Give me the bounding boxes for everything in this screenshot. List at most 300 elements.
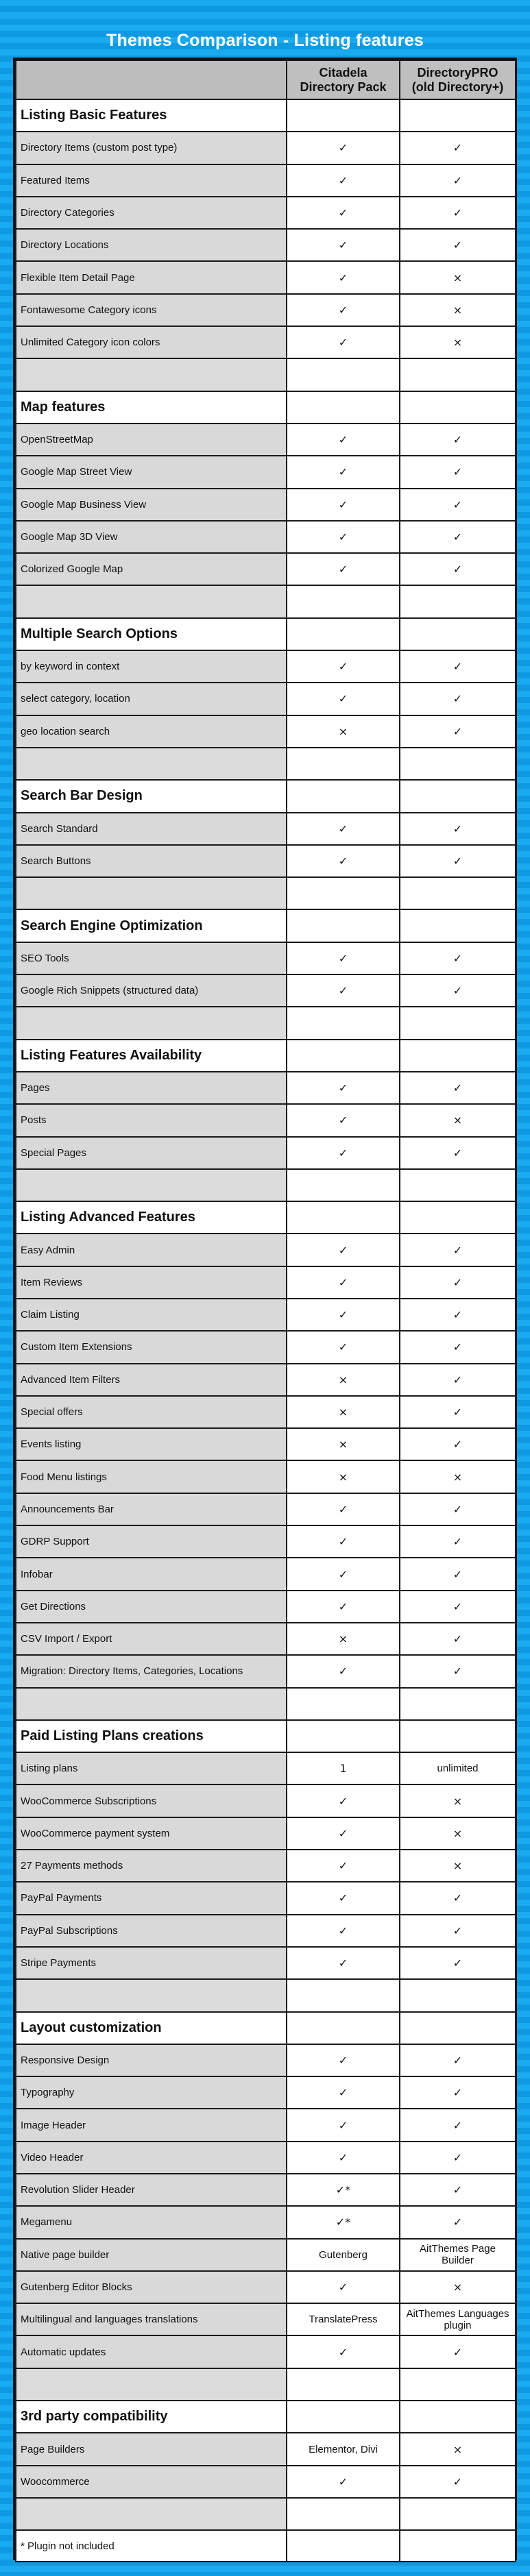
empty-cell xyxy=(287,1169,400,1201)
empty-cell xyxy=(400,2498,516,2530)
feature-row xyxy=(16,683,516,715)
directorypro-value: ✓ xyxy=(400,197,516,229)
feature-label: Pages xyxy=(16,1072,287,1104)
citadela-value: ✓ xyxy=(287,2466,400,2498)
feature-row xyxy=(16,489,516,521)
empty-cell xyxy=(16,1169,287,1201)
spacer-row xyxy=(16,585,516,617)
section-heading-row xyxy=(16,618,516,650)
empty-cell xyxy=(287,909,400,942)
citadela-value: ✓ xyxy=(287,1882,400,1914)
feature-row xyxy=(16,2044,516,2076)
feature-row xyxy=(16,1525,516,1558)
feature-row xyxy=(16,132,516,164)
directorypro-value: ✓ xyxy=(400,1331,516,1363)
empty-cell xyxy=(287,1201,400,1234)
empty-cell xyxy=(287,1720,400,1752)
directorypro-value: ✓ xyxy=(400,521,516,553)
citadela-value: ✓* xyxy=(287,2174,400,2206)
citadela-value: ✓ xyxy=(287,2142,400,2174)
feature-row xyxy=(16,261,516,293)
feature-label: Typography xyxy=(16,2076,287,2109)
feature-row xyxy=(16,1493,516,1525)
citadela-value: ✓ xyxy=(287,974,400,1007)
empty-cell xyxy=(287,2368,400,2401)
feature-label: Special Pages xyxy=(16,1137,287,1169)
empty-cell xyxy=(287,2401,400,2433)
spacer-row xyxy=(16,1007,516,1039)
directorypro-value: × xyxy=(400,1850,516,1882)
empty-cell xyxy=(400,1688,516,1720)
feature-label: by keyword in context xyxy=(16,650,287,683)
feature-row xyxy=(16,1396,516,1428)
feature-label: 27 Payments methods xyxy=(16,1850,287,1882)
section-heading-row xyxy=(16,1720,516,1752)
directorypro-value: × xyxy=(400,1460,516,1493)
empty-cell xyxy=(287,1688,400,1720)
feature-label: Posts xyxy=(16,1104,287,1136)
directorypro-value: ✓ xyxy=(400,2044,516,2076)
citadela-value: ✓ xyxy=(287,2076,400,2109)
empty-cell xyxy=(400,2368,516,2401)
citadela-value: ✓ xyxy=(287,132,400,164)
spacer-row xyxy=(16,358,516,391)
empty-cell xyxy=(287,780,400,812)
feature-label: Custom Item Extensions xyxy=(16,1331,287,1363)
section-heading-row xyxy=(16,1040,516,1072)
feature-row xyxy=(16,2174,516,2206)
citadela-value: ✓ xyxy=(287,942,400,974)
feature-label: Search Buttons xyxy=(16,845,287,877)
page-title: Themes Comparison - Listing features xyxy=(106,31,424,50)
section-heading: Search Engine Optimization xyxy=(16,909,287,942)
spacer-row xyxy=(16,1169,516,1201)
directorypro-value: ✓ xyxy=(400,132,516,164)
citadela-value: ✓ xyxy=(287,1493,400,1525)
section-heading: Map features xyxy=(16,391,287,424)
empty-cell xyxy=(400,2012,516,2044)
feature-label: Search Standard xyxy=(16,813,287,845)
feature-label: Video Header xyxy=(16,2142,287,2174)
feature-label: Stripe Payments xyxy=(16,1947,287,1979)
feature-label: Food Menu listings xyxy=(16,1460,287,1493)
directorypro-value: ✓ xyxy=(400,683,516,715)
feature-label: Google Rich Snippets (structured data) xyxy=(16,974,287,1007)
citadela-value: ✓ xyxy=(287,2109,400,2141)
empty-cell xyxy=(400,1169,516,1201)
empty-cell xyxy=(400,780,516,812)
feature-row xyxy=(16,1104,516,1136)
directorypro-value: ✓ xyxy=(400,229,516,261)
citadela-value: ✓ xyxy=(287,1915,400,1947)
feature-label: Events listing xyxy=(16,1428,287,1460)
feature-row xyxy=(16,1266,516,1299)
spacer-row xyxy=(16,1979,516,2011)
feature-label: Google Map Business View xyxy=(16,489,287,521)
directorypro-value: ✓ xyxy=(400,1234,516,1266)
citadela-value: ✓* xyxy=(287,2206,400,2238)
directorypro-value: ✓ xyxy=(400,715,516,748)
feature-row xyxy=(16,1817,516,1850)
directorypro-value: ✓ xyxy=(400,489,516,521)
directorypro-value: × xyxy=(400,2433,516,2465)
feature-label: WooCommerce payment system xyxy=(16,1817,287,1850)
citadela-value: ✓ xyxy=(287,1655,400,1687)
feature-row xyxy=(16,326,516,358)
feature-label: GDRP Support xyxy=(16,1525,287,1558)
feature-row xyxy=(16,229,516,261)
directorypro-value: × xyxy=(400,1104,516,1136)
citadela-value: 1 xyxy=(287,1752,400,1784)
feature-label: Fontawesome Category icons xyxy=(16,294,287,326)
feature-row xyxy=(16,715,516,748)
feature-label: geo location search xyxy=(16,715,287,748)
empty-cell xyxy=(16,1979,287,2011)
citadela-value: ✓ xyxy=(287,650,400,683)
empty-cell xyxy=(400,1720,516,1752)
spacer-row xyxy=(16,1688,516,1720)
feature-label: Migration: Directory Items, Categories, Locations xyxy=(16,1655,287,1687)
citadela-value: ✓ xyxy=(287,553,400,585)
empty-cell xyxy=(16,2368,287,2401)
empty-cell xyxy=(400,358,516,391)
spacer-row xyxy=(16,877,516,909)
spacer-row xyxy=(16,2498,516,2530)
section-heading: Layout customization xyxy=(16,2012,287,2044)
feature-row xyxy=(16,650,516,683)
directorypro-value: ✓ xyxy=(400,1915,516,1947)
feature-label: Featured Items xyxy=(16,164,287,197)
feature-label: Infobar xyxy=(16,1558,287,1590)
citadela-value: ✓ xyxy=(287,683,400,715)
directorypro-value: × xyxy=(400,326,516,358)
directorypro-value: ✓ xyxy=(400,1623,516,1655)
feature-row xyxy=(16,1072,516,1104)
citadela-value: ✓ xyxy=(287,489,400,521)
empty-cell xyxy=(287,1040,400,1072)
directorypro-value: ✓ xyxy=(400,1072,516,1104)
feature-row xyxy=(16,2303,516,2335)
directorypro-value: ✓ xyxy=(400,1266,516,1299)
citadela-value: ✓ xyxy=(287,1266,400,1299)
citadela-value: ✓ xyxy=(287,229,400,261)
feature-row xyxy=(16,1623,516,1655)
feature-label: select category, location xyxy=(16,683,287,715)
feature-label: Megamenu xyxy=(16,2206,287,2238)
section-heading: Multiple Search Options xyxy=(16,618,287,650)
empty-cell xyxy=(400,1007,516,1039)
empty-cell xyxy=(400,877,516,909)
section-heading: Listing Basic Features xyxy=(16,99,287,132)
directorypro-value: ✓ xyxy=(400,2109,516,2141)
empty-cell xyxy=(287,585,400,617)
directorypro-value: ✓ xyxy=(400,456,516,488)
directorypro-value: ✓ xyxy=(400,1493,516,1525)
column-header-directorypro: DirectoryPRO (old Directory+) xyxy=(400,60,516,99)
header-blank-cell xyxy=(16,60,287,99)
feature-row xyxy=(16,1234,516,1266)
directorypro-value: ✓ xyxy=(400,1558,516,1590)
feature-row xyxy=(16,521,516,553)
feature-label: WooCommerce Subscriptions xyxy=(16,1784,287,1817)
citadela-value: Gutenberg xyxy=(287,2239,400,2271)
citadela-value: ✓ xyxy=(287,326,400,358)
feature-label: Directory Items (custom post type) xyxy=(16,132,287,164)
feature-row xyxy=(16,1655,516,1687)
empty-cell xyxy=(16,1688,287,1720)
section-heading: Paid Listing Plans creations xyxy=(16,1720,287,1752)
directorypro-value: ✓ xyxy=(400,942,516,974)
directorypro-value: ✓ xyxy=(400,2206,516,2238)
feature-row xyxy=(16,1428,516,1460)
feature-label: Revolution Slider Header xyxy=(16,2174,287,2206)
feature-label: Directory Categories xyxy=(16,197,287,229)
empty-cell xyxy=(16,2498,287,2530)
feature-label: Directory Locations xyxy=(16,229,287,261)
feature-label: Unlimited Category icon colors xyxy=(16,326,287,358)
feature-label: OpenStreetMap xyxy=(16,424,287,456)
section-heading-row xyxy=(16,2401,516,2433)
directorypro-value: ✓ xyxy=(400,974,516,1007)
citadela-value: ✓ xyxy=(287,1784,400,1817)
directorypro-value: ✓ xyxy=(400,1137,516,1169)
empty-cell xyxy=(400,909,516,942)
directorypro-value: ✓ xyxy=(400,424,516,456)
citadela-value: × xyxy=(287,1364,400,1396)
feature-row xyxy=(16,2271,516,2303)
directorypro-value: ✓ xyxy=(400,2466,516,2498)
feature-row xyxy=(16,1850,516,1882)
feature-row xyxy=(16,942,516,974)
section-heading: Listing Features Availability xyxy=(16,1040,287,1072)
feature-row xyxy=(16,1299,516,1331)
feature-row xyxy=(16,424,516,456)
empty-cell xyxy=(287,618,400,650)
column-header-citadela: Citadela Directory Pack xyxy=(287,60,400,99)
citadela-value: ✓ xyxy=(287,1850,400,1882)
empty-cell xyxy=(287,99,400,132)
empty-cell xyxy=(16,358,287,391)
directorypro-value: × xyxy=(400,294,516,326)
directorypro-value: × xyxy=(400,2271,516,2303)
section-heading-row xyxy=(16,391,516,424)
feature-label: SEO Tools xyxy=(16,942,287,974)
empty-cell xyxy=(400,1040,516,1072)
empty-cell xyxy=(287,2498,400,2530)
section-heading-row xyxy=(16,2012,516,2044)
citadela-value: ✓ xyxy=(287,261,400,293)
empty-cell xyxy=(287,358,400,391)
directorypro-value: ✓ xyxy=(400,1364,516,1396)
feature-label: Claim Listing xyxy=(16,1299,287,1331)
citadela-value: ✓ xyxy=(287,1558,400,1590)
directorypro-value: ✓ xyxy=(400,164,516,197)
feature-label: Easy Admin xyxy=(16,1234,287,1266)
empty-cell xyxy=(400,618,516,650)
spacer-row xyxy=(16,748,516,780)
citadela-value: TranslatePress xyxy=(287,2303,400,2335)
feature-label: Google Map 3D View xyxy=(16,521,287,553)
section-heading: Listing Advanced Features xyxy=(16,1201,287,1234)
feature-row xyxy=(16,2433,516,2465)
section-heading-row xyxy=(16,99,516,132)
feature-label: Woocommerce xyxy=(16,2466,287,2498)
citadela-value: ✓ xyxy=(287,456,400,488)
feature-label: Page Builders xyxy=(16,2433,287,2465)
feature-row xyxy=(16,1364,516,1396)
feature-row xyxy=(16,1915,516,1947)
citadela-value: ✓ xyxy=(287,1234,400,1266)
citadela-value: ✓ xyxy=(287,164,400,197)
section-heading: 3rd party compatibility xyxy=(16,2401,287,2433)
directorypro-value: ✓ xyxy=(400,2142,516,2174)
feature-row xyxy=(16,2466,516,2498)
feature-row xyxy=(16,2335,516,2368)
feature-row xyxy=(16,197,516,229)
directorypro-value: ✓ xyxy=(400,650,516,683)
directorypro-value: ✓ xyxy=(400,1396,516,1428)
citadela-value: × xyxy=(287,1428,400,1460)
feature-row xyxy=(16,2142,516,2174)
directorypro-value: ✓ xyxy=(400,1525,516,1558)
citadela-value: × xyxy=(287,1460,400,1493)
feature-row xyxy=(16,164,516,197)
citadela-value: ✓ xyxy=(287,294,400,326)
spacer-row xyxy=(16,2368,516,2401)
directorypro-value: ✓ xyxy=(400,1299,516,1331)
feature-label: Get Directions xyxy=(16,1591,287,1623)
citadela-value: ✓ xyxy=(287,1137,400,1169)
empty-cell xyxy=(400,99,516,132)
directorypro-value: × xyxy=(400,1784,516,1817)
feature-row xyxy=(16,2239,516,2271)
feature-row xyxy=(16,2076,516,2109)
citadela-value: Elementor, Divi xyxy=(287,2433,400,2465)
feature-label: Listing plans xyxy=(16,1752,287,1784)
feature-label: Item Reviews xyxy=(16,1266,287,1299)
comparison-table xyxy=(15,60,516,2562)
directorypro-value: ✓ xyxy=(400,1428,516,1460)
empty-cell xyxy=(400,1201,516,1234)
directorypro-value: ✓ xyxy=(400,2335,516,2368)
directorypro-value: AitThemes Languages plugin xyxy=(400,2303,516,2335)
directorypro-value: ✓ xyxy=(400,845,516,877)
section-heading-row xyxy=(16,780,516,812)
feature-label: Colorized Google Map xyxy=(16,553,287,585)
empty-cell xyxy=(287,1007,400,1039)
citadela-value: × xyxy=(287,1623,400,1655)
feature-row xyxy=(16,845,516,877)
feature-row xyxy=(16,1591,516,1623)
feature-row xyxy=(16,2206,516,2238)
directorypro-value: ✓ xyxy=(400,813,516,845)
feature-row xyxy=(16,1882,516,1914)
empty-cell xyxy=(16,585,287,617)
directorypro-value: ✓ xyxy=(400,2174,516,2206)
empty-cell xyxy=(16,1007,287,1039)
citadela-value: ✓ xyxy=(287,1591,400,1623)
feature-row xyxy=(16,1752,516,1784)
citadela-value: ✓ xyxy=(287,1299,400,1331)
directorypro-value: ✓ xyxy=(400,1655,516,1687)
empty-cell xyxy=(400,391,516,424)
feature-row xyxy=(16,1460,516,1493)
directorypro-value: ✓ xyxy=(400,553,516,585)
empty-cell xyxy=(287,748,400,780)
directorypro-value: ✓ xyxy=(400,2076,516,2109)
empty-cell xyxy=(287,391,400,424)
empty-cell xyxy=(287,877,400,909)
empty-cell xyxy=(400,2530,516,2562)
feature-label: Flexible Item Detail Page xyxy=(16,261,287,293)
feature-label: Automatic updates xyxy=(16,2335,287,2368)
feature-label: Multilingual and languages translations xyxy=(16,2303,287,2335)
feature-label: Announcements Bar xyxy=(16,1493,287,1525)
citadela-value: ✓ xyxy=(287,424,400,456)
feature-label: Advanced Item Filters xyxy=(16,1364,287,1396)
feature-row xyxy=(16,1784,516,1817)
feature-label: Special offers xyxy=(16,1396,287,1428)
feature-row xyxy=(16,1331,516,1363)
citadela-value: ✓ xyxy=(287,813,400,845)
citadela-value: ✓ xyxy=(287,2044,400,2076)
citadela-value: ✓ xyxy=(287,1947,400,1979)
empty-cell xyxy=(400,1979,516,2011)
feature-label: PayPal Subscriptions xyxy=(16,1915,287,1947)
citadela-value: ✓ xyxy=(287,2335,400,2368)
feature-row xyxy=(16,2109,516,2141)
directorypro-value: × xyxy=(400,1817,516,1850)
footnote: * Plugin not included xyxy=(16,2530,287,2562)
section-heading: Search Bar Design xyxy=(16,780,287,812)
section-heading-row xyxy=(16,909,516,942)
directorypro-value: ✓ xyxy=(400,1882,516,1914)
feature-label: PayPal Payments xyxy=(16,1882,287,1914)
citadela-value: ✓ xyxy=(287,845,400,877)
citadela-value: ✓ xyxy=(287,1104,400,1136)
footnote-row xyxy=(16,2530,516,2562)
empty-cell xyxy=(287,1979,400,2011)
feature-label: Image Header xyxy=(16,2109,287,2141)
directorypro-value: × xyxy=(400,261,516,293)
citadela-value: ✓ xyxy=(287,2271,400,2303)
feature-row xyxy=(16,294,516,326)
feature-row xyxy=(16,974,516,1007)
empty-cell xyxy=(16,748,287,780)
citadela-value: ✓ xyxy=(287,197,400,229)
feature-row xyxy=(16,1558,516,1590)
empty-cell xyxy=(287,2012,400,2044)
feature-row xyxy=(16,553,516,585)
directorypro-value: ✓ xyxy=(400,1591,516,1623)
empty-cell xyxy=(400,748,516,780)
table-body xyxy=(16,99,516,2562)
citadela-value: × xyxy=(287,715,400,748)
feature-row xyxy=(16,813,516,845)
empty-cell xyxy=(16,877,287,909)
directorypro-value: unlimited xyxy=(400,1752,516,1784)
table-header-row xyxy=(16,60,516,99)
feature-row xyxy=(16,1947,516,1979)
directorypro-value: ✓ xyxy=(400,1947,516,1979)
empty-cell xyxy=(287,2530,400,2562)
section-heading-row xyxy=(16,1201,516,1234)
citadela-value: ✓ xyxy=(287,521,400,553)
feature-label: Google Map Street View xyxy=(16,456,287,488)
directorypro-value: AitThemes Page Builder xyxy=(400,2239,516,2271)
feature-label: CSV Import / Export xyxy=(16,1623,287,1655)
citadela-value: ✓ xyxy=(287,1072,400,1104)
